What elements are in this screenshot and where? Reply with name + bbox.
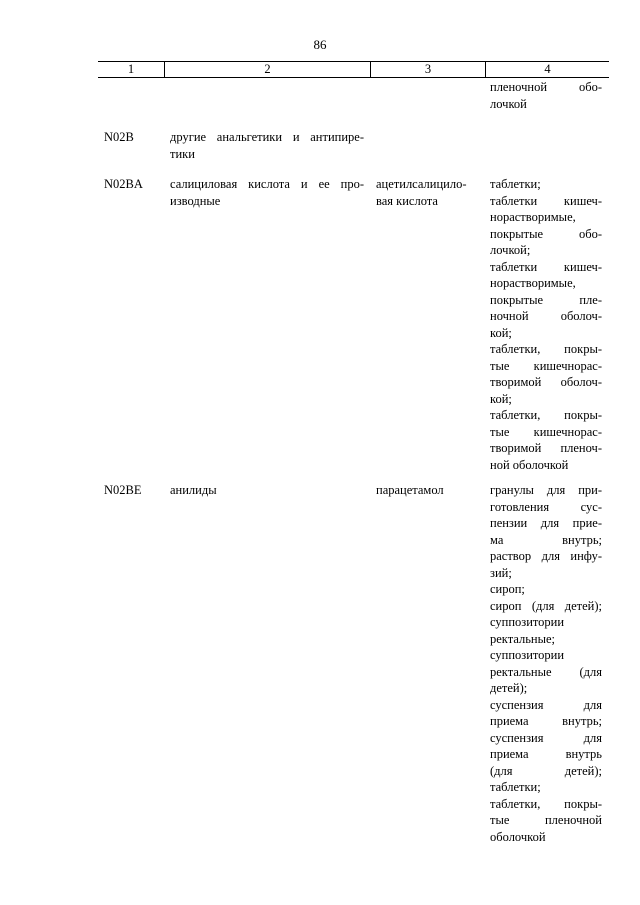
dosage-forms-line: тые кишечнорас- xyxy=(490,358,602,373)
dosage-forms-line: таблетки, покры- xyxy=(490,796,602,811)
dosage-forms xyxy=(490,176,602,473)
dosage-forms-line: сироп; xyxy=(490,582,525,596)
dosage-forms-line: таблетки, покры- xyxy=(490,342,602,356)
dosage-forms-line: ректальные; xyxy=(490,631,556,646)
form-continuation-line: пленочной обо- xyxy=(490,80,602,94)
table-header xyxy=(98,61,609,78)
header-col-1: 1 xyxy=(127,62,135,76)
anatomical-group-line: изводные xyxy=(170,193,221,208)
dosage-forms-line: суспензия для xyxy=(490,697,602,712)
header-col-4: 4 xyxy=(485,62,609,77)
dosage-forms-line: зий; xyxy=(490,565,512,580)
dosage-forms-line: детей); xyxy=(490,681,528,695)
form-continuation xyxy=(490,79,602,112)
atc-code: N02BE xyxy=(104,483,142,497)
drug-name xyxy=(376,176,482,209)
dosage-forms-line: покрытые пле- xyxy=(490,292,602,307)
dosage-forms-line: (для детей); xyxy=(490,763,602,778)
dosage-forms-line: приема внутрь xyxy=(490,747,602,761)
header-col-2: 2 xyxy=(164,62,370,77)
dosage-forms-line: таблетки; xyxy=(490,177,541,191)
dosage-forms-line: таблетки, покры- xyxy=(490,408,602,422)
atc-code: N02B xyxy=(104,130,134,144)
dosage-forms-line: норастворимые, xyxy=(490,210,576,224)
dosage-forms-line: тые кишечнорас- xyxy=(490,424,602,439)
dosage-forms-line: ректальные (для xyxy=(490,664,602,679)
dosage-forms-line: суспензия для xyxy=(490,730,602,745)
anatomical-group xyxy=(170,482,364,499)
dosage-forms-line: гранулы для при- xyxy=(490,483,602,497)
anatomical-group-line: салициловая кислота и ее про- xyxy=(170,177,364,191)
dosage-forms-line: суппозитории xyxy=(490,615,565,629)
dosage-forms-line: покрытые обо- xyxy=(490,226,602,241)
dosage-forms-line: таблетки; xyxy=(490,780,541,794)
atc-code: N02BA xyxy=(104,177,143,191)
dosage-forms-line: ма внутрь; xyxy=(490,532,602,547)
dosage-forms-line: норастворимые, xyxy=(490,276,576,290)
dosage-forms-line: таблетки кишеч- xyxy=(490,193,602,208)
dosage-forms-line: ночной оболоч- xyxy=(490,309,602,323)
drug-name xyxy=(376,482,482,499)
dosage-forms-line: таблетки кишеч- xyxy=(490,259,602,274)
anatomical-group-line: анилиды xyxy=(170,483,217,497)
drug-name-line: парацетамол xyxy=(376,483,444,497)
dosage-forms-line: суппозитории xyxy=(490,648,565,662)
dosage-forms-line: оболочкой xyxy=(490,829,546,844)
dosage-forms-line: приема внутрь; xyxy=(490,714,602,728)
anatomical-group-line: тики xyxy=(170,146,195,161)
dosage-forms-line: раствор для инфу- xyxy=(490,549,602,563)
dosage-forms-line: лочкой; xyxy=(490,243,531,257)
dosage-forms-line: тые пленочной xyxy=(490,813,602,827)
dosage-forms-line: кой; xyxy=(490,391,512,406)
page-number: 86 xyxy=(313,37,327,52)
dosage-forms-line: кой; xyxy=(490,325,512,340)
drug-name-line: вая кислота xyxy=(376,193,438,208)
anatomical-group-line: другие анальгетики и антипире- xyxy=(170,130,364,144)
form-continuation-line: лочкой xyxy=(490,96,527,111)
dosage-forms-line: сироп (для детей); xyxy=(490,598,602,613)
dosage-forms-line: творимой оболоч- xyxy=(490,375,602,389)
anatomical-group xyxy=(170,129,364,162)
drug-name-line: ацетилсалицило- xyxy=(376,177,467,191)
dosage-forms xyxy=(490,482,602,845)
dosage-forms-line: ной оболочкой xyxy=(490,457,569,472)
anatomical-group xyxy=(170,176,364,209)
header-col-3: 3 xyxy=(370,62,485,77)
dosage-forms-line: пензии для прие- xyxy=(490,516,602,530)
dosage-forms-line: готовления сус- xyxy=(490,499,602,514)
dosage-forms-line: творимой пленоч- xyxy=(490,441,602,455)
